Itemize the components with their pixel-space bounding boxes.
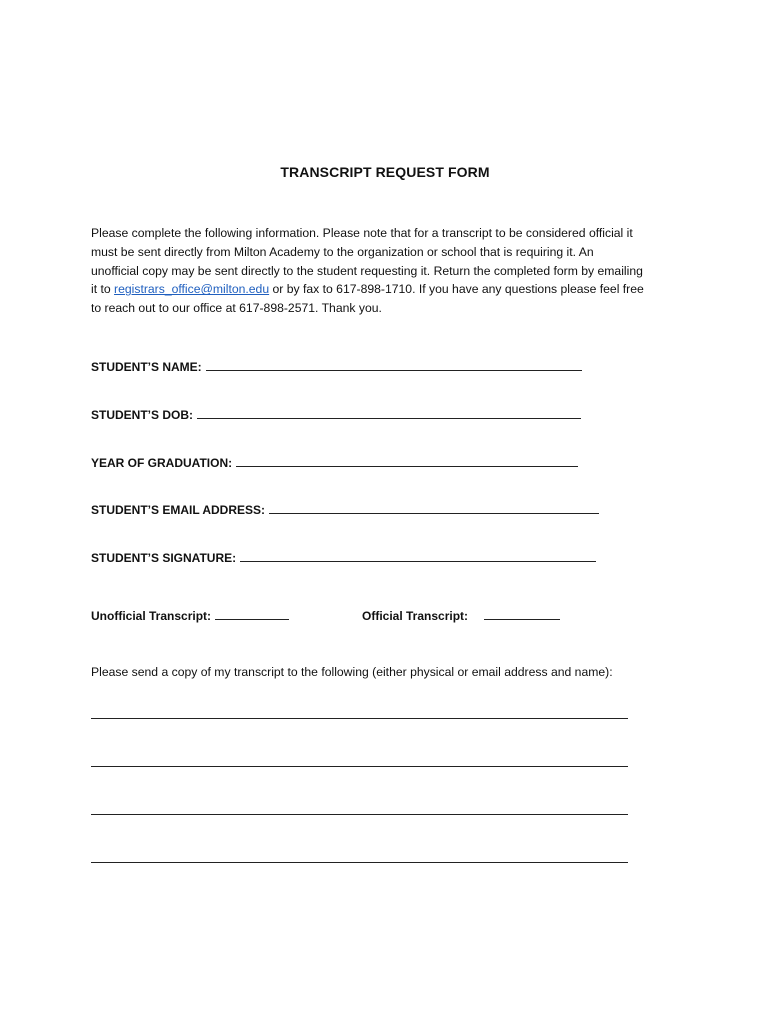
student-name-blank[interactable] (206, 358, 582, 371)
recipient-line-4[interactable] (91, 862, 628, 863)
unofficial-transcript-blank[interactable] (215, 607, 289, 620)
send-copy-note: Please send a copy of my transcript to the following (either physical or email address and name): (91, 665, 613, 679)
student-email-blank[interactable] (269, 501, 599, 514)
year-of-graduation-label: YEAR OF GRADUATION: (91, 456, 233, 470)
form-title: TRANSCRIPT REQUEST FORM (280, 164, 490, 180)
registrar-email-link[interactable]: registrars_office@milton.edu (114, 282, 270, 297)
student-email-field (91, 501, 599, 517)
intro-line-2: must be sent directly from Milton Academy to the organization or school that is requiring it. An (91, 244, 594, 259)
intro-paragraph (91, 224, 691, 318)
intro-line-3: unofficial copy may be sent directly to the student requesting it. Return the completed form by emailing (91, 263, 643, 278)
official-transcript-blank[interactable] (484, 607, 560, 620)
official-transcript-field (362, 607, 560, 623)
student-email-label: STUDENT’S EMAIL ADDRESS: (91, 503, 266, 517)
intro-line-4-suffix: or by fax to 617-898-1710. If you have any questions please feel free (269, 282, 644, 297)
official-transcript-label: Official Transcript: (362, 609, 469, 623)
unofficial-transcript-field (91, 607, 289, 623)
student-dob-label: STUDENT’S DOB: (91, 408, 193, 422)
recipient-line-1[interactable] (91, 718, 628, 719)
student-signature-field (91, 549, 596, 565)
intro-line-5: to reach out to our office at 617-898-2571. Thank you. (91, 301, 382, 316)
student-signature-blank[interactable] (240, 549, 596, 562)
unofficial-transcript-label: Unofficial Transcript: (91, 609, 212, 623)
student-signature-label: STUDENT’S SIGNATURE: (91, 551, 237, 565)
student-dob-blank[interactable] (197, 406, 581, 419)
year-of-graduation-blank[interactable] (236, 454, 578, 467)
intro-line-4 (91, 280, 691, 299)
intro-line-4-prefix: it to (91, 282, 115, 297)
recipient-line-3[interactable] (91, 814, 628, 815)
student-name-label: STUDENT’S NAME: (91, 360, 202, 374)
year-of-graduation-field (91, 454, 578, 470)
student-name-field (91, 358, 582, 374)
student-dob-field (91, 406, 581, 422)
recipient-line-2[interactable] (91, 766, 628, 767)
intro-line-1: Please complete the following information. Please note that for a transcript to be considered official it (91, 226, 633, 240)
